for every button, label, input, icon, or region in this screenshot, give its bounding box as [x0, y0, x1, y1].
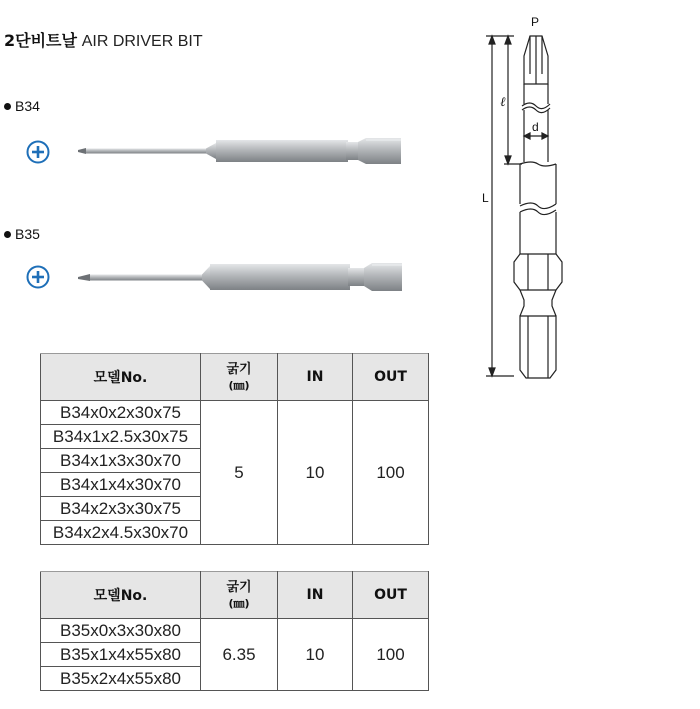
header-thickness-unit: (㎜) — [228, 597, 250, 610]
table-row — [41, 401, 429, 425]
plus-circle-icon — [26, 265, 50, 289]
model-cell: B34x1x2.5x30x75 — [41, 425, 201, 449]
diagram-label-l-small: ℓ — [500, 94, 506, 109]
diagram-label-d: d — [532, 120, 539, 134]
title-korean: 2단비트날 — [4, 31, 77, 50]
header-in: IN — [278, 354, 353, 401]
bullet-icon — [4, 231, 11, 238]
thickness-cell: 6.35 — [201, 619, 278, 691]
spec-table-b35 — [40, 571, 429, 691]
in-cell: 10 — [278, 401, 353, 545]
bit-dimension-diagram — [478, 14, 588, 384]
model-cell: B34x0x2x30x75 — [41, 401, 201, 425]
bullet-icon — [4, 103, 11, 110]
out-cell: 100 — [353, 401, 429, 545]
diagram-label-p: P — [531, 15, 540, 29]
model-cell: B34x2x4.5x30x70 — [41, 521, 201, 545]
diagram-label-L: L — [482, 191, 489, 205]
model-cell: B35x0x3x30x80 — [41, 619, 201, 643]
model-cell: B34x1x4x30x70 — [41, 473, 201, 497]
header-model: 모델No. — [41, 354, 201, 401]
header-thickness-unit: (㎜) — [228, 379, 250, 392]
table-header-row — [41, 572, 429, 619]
header-in: IN — [278, 572, 353, 619]
header-thickness-label: 굵기 — [226, 580, 252, 595]
model-cell: B35x1x4x55x80 — [41, 643, 201, 667]
spec-table-b34 — [40, 353, 429, 545]
thickness-cell: 5 — [201, 401, 278, 545]
out-cell: 100 — [353, 619, 429, 691]
table-header-row — [41, 354, 429, 401]
header-out: OUT — [353, 572, 429, 619]
header-out: OUT — [353, 354, 429, 401]
plus-circle-icon — [26, 140, 50, 164]
table-row — [41, 619, 429, 643]
product-label-b35 — [4, 226, 40, 242]
product-label-text: B35 — [15, 226, 40, 242]
model-cell: B34x2x3x30x75 — [41, 497, 201, 521]
header-thickness-label: 굵기 — [226, 362, 252, 377]
model-cell: B35x2x4x55x80 — [41, 667, 201, 691]
title-english: AIR DRIVER BIT — [81, 33, 203, 50]
header-thickness — [201, 572, 278, 619]
bit-image-b34 — [76, 132, 406, 172]
page-title — [4, 28, 203, 51]
bit-image-b35 — [76, 258, 406, 298]
in-cell: 10 — [278, 619, 353, 691]
product-label-text: B34 — [15, 98, 40, 114]
header-model: 모델No. — [41, 572, 201, 619]
header-thickness — [201, 354, 278, 401]
product-label-b34 — [4, 98, 40, 114]
model-cell: B34x1x3x30x70 — [41, 449, 201, 473]
